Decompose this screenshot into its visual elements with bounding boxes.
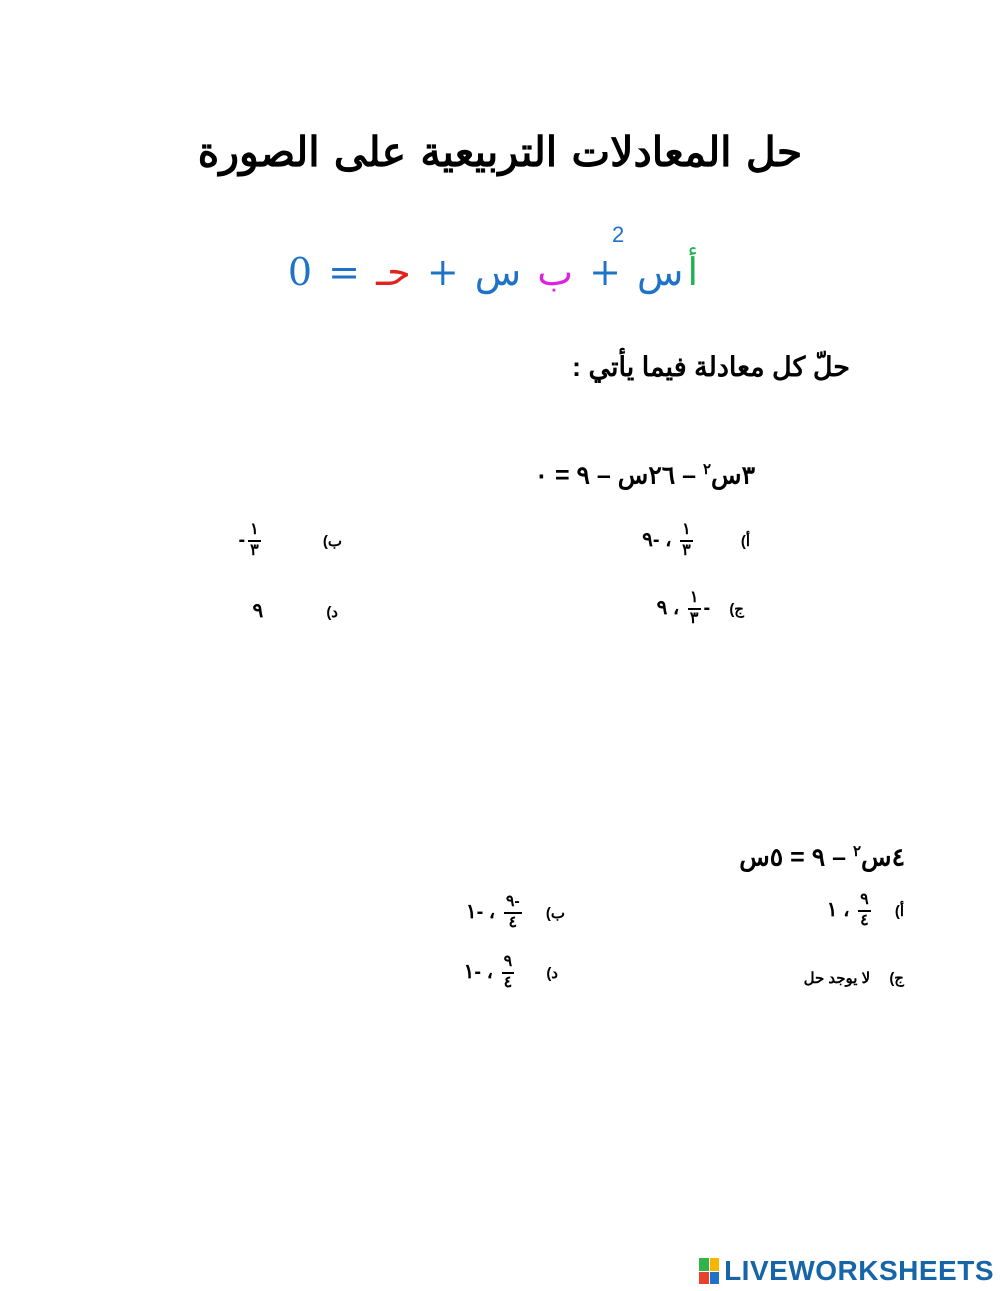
- fraction: $\frac{١}{٣}$: [250, 521, 259, 559]
- option-label: ج): [889, 970, 904, 987]
- page-title: حل المعادلات التربيعية على الصورة: [197, 128, 803, 176]
- formula-exponent: 2: [612, 222, 625, 247]
- general-formula: [286, 250, 700, 294]
- negative-sign: -: [238, 528, 246, 551]
- liveworksheets-logo: [699, 1254, 994, 1288]
- formula-x-squared: س: [637, 250, 684, 294]
- formula-plus: +: [589, 250, 621, 294]
- negative-sign: -: [703, 596, 711, 619]
- option-label: ب): [545, 904, 565, 922]
- fraction: $\frac{-٩}{٤}$: [505, 893, 520, 931]
- q1-option-d[interactable]: [252, 598, 338, 623]
- option-value: ، -١: [465, 900, 496, 923]
- q1-equation: ٣س$^٢$ – ٢٦س – ٩ = ٠: [534, 461, 755, 490]
- option-value: ٩: [252, 600, 264, 622]
- formula-equals: =: [328, 250, 360, 294]
- formula-a: أ: [687, 250, 698, 294]
- option-value: ، ٩: [656, 596, 680, 619]
- option-label: أ): [894, 902, 904, 920]
- option-label: د): [546, 964, 558, 982]
- q2-equation: ٤س$^٢$ – ٩ = ٥س: [739, 843, 905, 872]
- option-value: ، -١: [463, 960, 494, 983]
- q1-option-a[interactable]: [642, 522, 750, 559]
- instruction-text: حلّ كل معادلة فيما يأتي :: [571, 352, 850, 382]
- fraction: $\frac{٩}{٤}$: [503, 953, 513, 991]
- q2-option-a[interactable]: [827, 892, 904, 929]
- option-label: ب): [322, 532, 342, 550]
- option-value: ، -٩: [642, 528, 672, 551]
- fraction: $\frac{٩}{٤}$: [860, 891, 869, 929]
- liveworksheets-mark-icon: [699, 1258, 719, 1284]
- q2-option-b[interactable]: [466, 894, 565, 931]
- q2-option-d[interactable]: [464, 954, 558, 991]
- formula-x: س: [474, 250, 522, 294]
- fraction: $\frac{١}{٣}$: [689, 589, 699, 627]
- formula-b: ب: [537, 250, 574, 294]
- q2-option-c[interactable]: [804, 966, 904, 989]
- option-value: ، ١: [826, 898, 850, 921]
- option-value: لا يوجد حل: [803, 970, 871, 987]
- option-label: ج): [729, 600, 744, 618]
- formula-plus: +: [426, 250, 459, 294]
- option-label: د): [326, 604, 338, 621]
- formula-c: حـ: [376, 250, 411, 294]
- q1-option-c[interactable]: [657, 590, 744, 627]
- q1-option-b[interactable]: [238, 522, 342, 559]
- brand-name: LIVEWORKSHEETS: [724, 1255, 994, 1286]
- option-label: أ): [740, 532, 750, 550]
- formula-zero: 0: [287, 250, 313, 294]
- fraction: $\frac{١}{٣}$: [682, 521, 691, 559]
